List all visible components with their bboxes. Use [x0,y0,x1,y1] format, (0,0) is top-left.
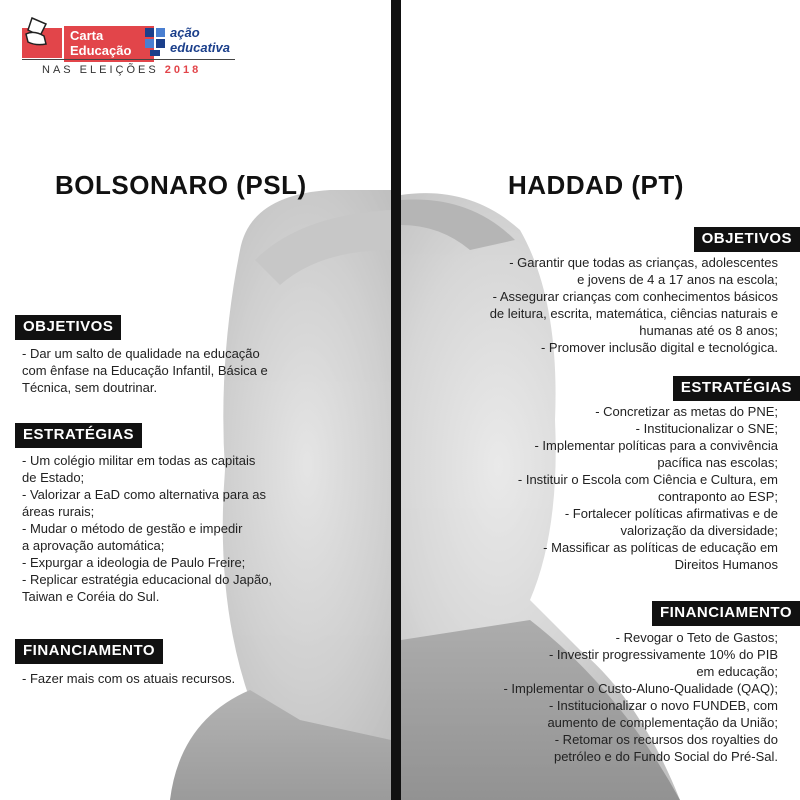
list-item: - Mudar o método de gestão e impedir [22,521,243,536]
list-item: - Expurgar a ideologia de Paulo Freire; [22,555,246,570]
list-item: - Garantir que todas as crianças, adolescentes [509,255,778,270]
list-item: com ênfase na Educação Infantil, Básica e [22,363,268,378]
list-item: Direitos Humanos [674,557,778,572]
list-item: - Assegurar crianças com conhecimentos básicos [492,289,778,304]
list-item: aumento de complementação da União; [547,715,778,730]
right-financiamento-list [398,629,778,765]
left-estrategias-label: ESTRATÉGIAS [15,423,142,448]
list-item: humanas até os 8 anos; [639,323,778,338]
list-item: - Retomar os recursos dos royalties do [554,732,778,747]
list-item: - Implementar políticas para a convivência [534,438,778,453]
list-item: - Institucionalizar o SNE; [635,421,778,436]
list-item: - Fazer mais com os atuais recursos. [22,671,236,686]
list-item: - Valorizar a EaD como alternativa para as [22,487,266,502]
right-estrategias-list [398,403,778,573]
carta-educacao-badge [64,26,154,62]
header-logo [20,12,235,82]
list-item: petróleo e do Fundo Social do Pré-Sal. [553,749,778,764]
list-item: - Implementar o Custo-Aluno-Qualidade (QAQ); [503,681,778,696]
candidate-name-right: HADDAD (PT) [508,170,684,200]
list-item: - Revogar o Teto de Gastos; [615,630,778,645]
left-estrategias-list [22,452,332,605]
acao-educativa-icon [144,26,166,58]
right-estrategias-label: ESTRATÉGIAS [673,376,800,401]
subtitle-text: NAS ELEIÇÕES [42,64,159,76]
list-item: de Estado; [22,470,85,485]
list-item: - Investir progressivamente 10% do PIB [548,647,778,662]
partner-line2: educativa [170,40,230,55]
list-item: valorização da diversidade; [620,523,778,538]
left-objetivos-label: OBJETIVOS [15,315,121,340]
list-item: - Replicar estratégia educacional do Japão, [22,572,273,587]
list-item: Taiwan e Coréia do Sul. [22,589,160,604]
list-item: - Um colégio militar em todas as capitais [22,453,256,468]
list-item: Técnica, sem doutrinar. [22,380,158,395]
list-item: - Institucionalizar o novo FUNDEB, com [548,698,778,713]
brand-line1: Carta [70,28,104,43]
right-objetivos-label: OBJETIVOS [694,227,800,252]
list-item: - Fortalecer políticas afirmativas e de [564,506,778,521]
list-item: contraponto ao ESP; [658,489,778,504]
subtitle-year: 2018 [164,64,202,76]
ballot-hand-icon [20,14,64,60]
list-item: - Promover inclusão digital e tecnológica. [540,340,778,355]
left-financiamento-list [22,670,332,687]
right-objetivos-list [398,254,778,356]
list-item: - Instituir o Escola com Ciência e Cultura, em [517,472,778,487]
logo-subtitle [42,64,201,76]
list-item: áreas rurais; [22,504,95,519]
left-financiamento-label: FINANCIAMENTO [15,639,163,664]
logo-divider [22,59,235,60]
list-item: - Dar um salto de qualidade na educação [22,346,260,361]
list-item: a aprovação automática; [22,538,165,553]
list-item: em educação; [696,664,778,679]
left-objetivos-list [22,345,332,396]
right-financiamento-label: FINANCIAMENTO [652,601,800,626]
list-item: de leitura, escrita, matemática, ciências naturais e [489,306,778,321]
list-item: e jovens de 4 a 17 anos na escola; [577,272,778,287]
list-item: - Concretizar as metas do PNE; [595,404,778,419]
partner-line1: ação [170,25,200,40]
list-item: - Massificar as políticas de educação em [543,540,778,555]
candidate-name-left: BOLSONARO (PSL) [55,170,307,200]
list-item: pacífica nas escolas; [657,455,778,470]
brand-line2: Educação [70,43,132,58]
